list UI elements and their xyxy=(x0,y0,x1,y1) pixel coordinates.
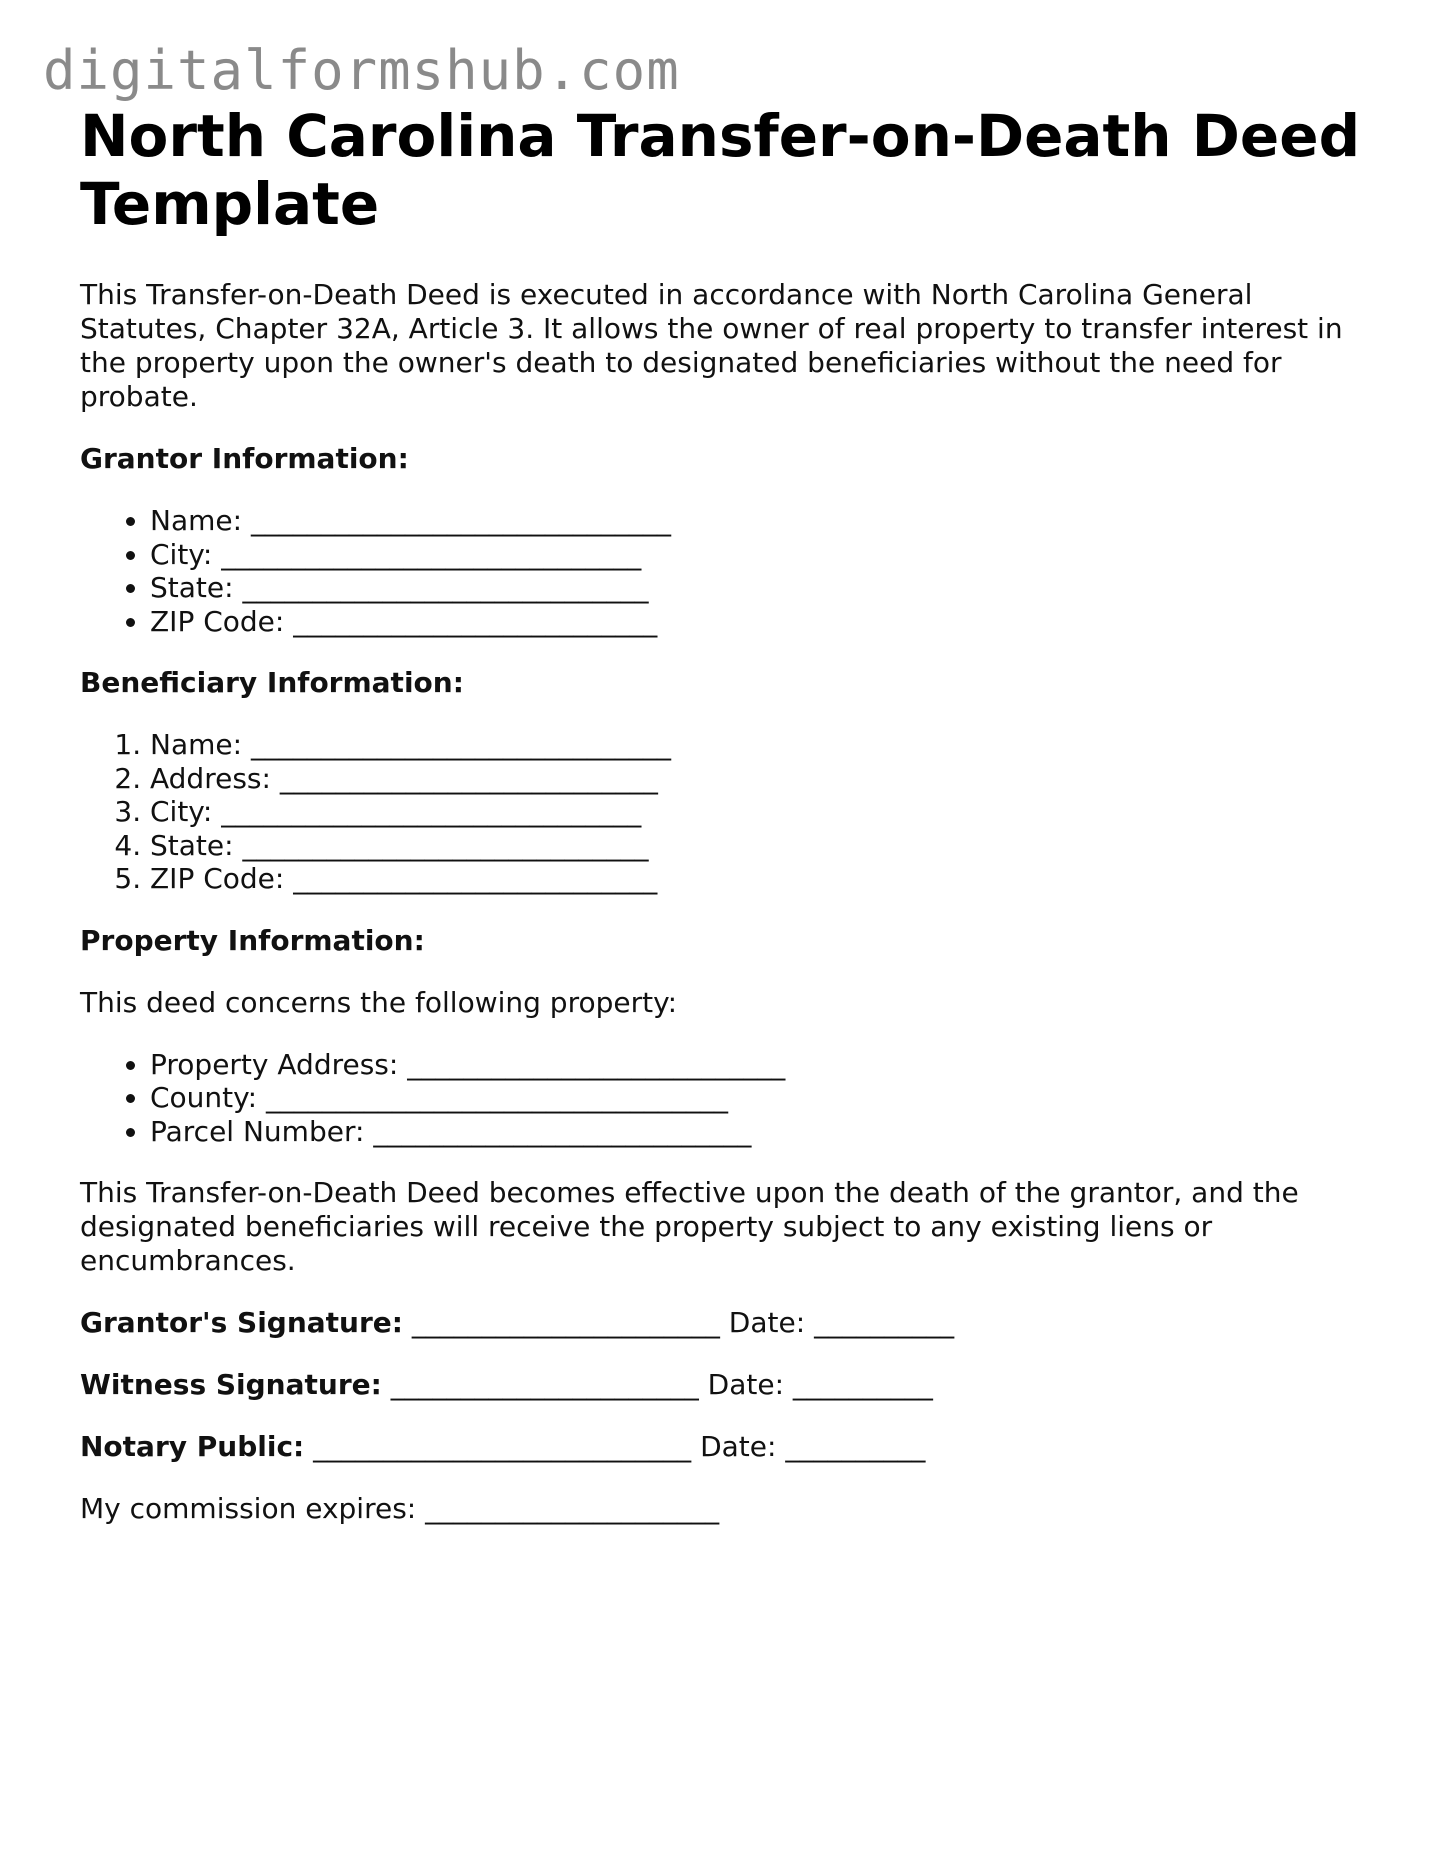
grantor-heading: Grantor Information: xyxy=(80,442,409,475)
date-blank[interactable]: __________ xyxy=(814,1306,955,1339)
field-label: City: xyxy=(150,537,213,571)
field-label: ZIP Code: xyxy=(150,862,285,895)
date-blank[interactable]: __________ xyxy=(792,1368,933,1401)
fill-in-blank[interactable]: __________________________ xyxy=(293,862,658,895)
beneficiary-address-field xyxy=(150,762,1380,796)
beneficiary-fields-list xyxy=(80,728,1380,896)
grantor-fields-list xyxy=(80,504,1380,638)
field-label: Parcel Number: xyxy=(150,1114,365,1148)
property-fields-list xyxy=(80,1048,1380,1149)
fill-in-blank[interactable]: ___________________________ xyxy=(279,761,658,795)
beneficiary-city-field xyxy=(150,795,1380,829)
field-label: Name: xyxy=(150,728,243,761)
fill-in-blank[interactable]: ______________________________ xyxy=(221,795,642,828)
commission-label: My commission expires: xyxy=(80,1492,417,1525)
signature-blank[interactable]: ______________________ xyxy=(390,1368,699,1401)
field-label: City: xyxy=(150,795,213,828)
beneficiary-name-field xyxy=(150,728,1380,762)
commission-expires-line xyxy=(80,1492,1380,1526)
watermark-text: digitalformshub.com xyxy=(43,39,680,102)
property-parcel-field xyxy=(150,1115,1380,1149)
grantor-state-field xyxy=(150,571,1380,605)
beneficiary-heading: Beneficiary Information: xyxy=(80,666,464,699)
document-title: North Carolina Transfer-on-Death Deed Template xyxy=(80,102,1361,238)
property-heading: Property Information: xyxy=(80,923,425,957)
date-label: Date: xyxy=(707,1368,784,1401)
document-body xyxy=(80,102,1380,1526)
fill-in-blank[interactable]: ______________________________ xyxy=(250,504,671,537)
date-label: Date: xyxy=(728,1306,806,1339)
signature-label: Notary Public: xyxy=(80,1430,305,1463)
field-label: ZIP Code: xyxy=(150,604,285,638)
fill-in-blank[interactable]: ______________________________ xyxy=(221,537,642,571)
field-label: Property Address: xyxy=(150,1047,399,1081)
witness-signature-line xyxy=(80,1368,1380,1402)
commission-blank[interactable]: _____________________ xyxy=(425,1492,720,1525)
field-label: Name: xyxy=(150,504,243,537)
signature-blank[interactable]: ______________________ xyxy=(411,1306,720,1339)
effective-paragraph: This Transfer-on-Death Deed becomes effective upon the death of the grantor, and the designated beneficiaries will receive the property subject to any existing liens or encumbrances. xyxy=(80,1176,1299,1277)
fill-in-blank[interactable]: _____________________________ xyxy=(242,571,649,604)
field-label: Address: xyxy=(150,761,271,795)
date-blank[interactable]: __________ xyxy=(785,1430,926,1463)
beneficiary-state-field xyxy=(150,829,1380,863)
grantor-zip-field xyxy=(150,605,1380,639)
signature-label: Grantor's Signature: xyxy=(80,1306,403,1339)
fill-in-blank[interactable]: ___________________________ xyxy=(373,1114,752,1148)
property-lead-text: This deed concerns the following property: xyxy=(80,985,678,1019)
fill-in-blank[interactable]: _________________________________ xyxy=(266,1081,729,1114)
field-label: County: xyxy=(150,1081,258,1114)
grantor-city-field xyxy=(150,538,1380,572)
property-county-field xyxy=(150,1081,1380,1115)
beneficiary-zip-field xyxy=(150,862,1380,896)
notary-signature-line xyxy=(80,1430,1380,1464)
date-label: Date: xyxy=(700,1430,777,1463)
signature-label: Witness Signature: xyxy=(80,1368,382,1401)
fill-in-blank[interactable]: _____________________________ xyxy=(242,828,649,862)
fill-in-blank[interactable]: __________________________ xyxy=(293,604,658,638)
field-label: State: xyxy=(150,828,234,862)
fill-in-blank[interactable]: ______________________________ xyxy=(250,728,671,761)
intro-paragraph: This Transfer-on-Death Deed is executed in accordance with North Carolina General Statutes, Chapter 32A, Article 3. It allows the owner of real property to transfer interest in the property upon the owner's death to designated beneficiaries without the need for probate. xyxy=(80,278,1343,413)
property-address-field xyxy=(150,1048,1380,1082)
grantor-signature-line xyxy=(80,1306,1380,1340)
fill-in-blank[interactable]: ___________________________ xyxy=(407,1047,786,1081)
field-label: State: xyxy=(150,571,234,604)
grantor-name-field xyxy=(150,504,1380,538)
signature-blank[interactable]: ___________________________ xyxy=(313,1430,692,1463)
